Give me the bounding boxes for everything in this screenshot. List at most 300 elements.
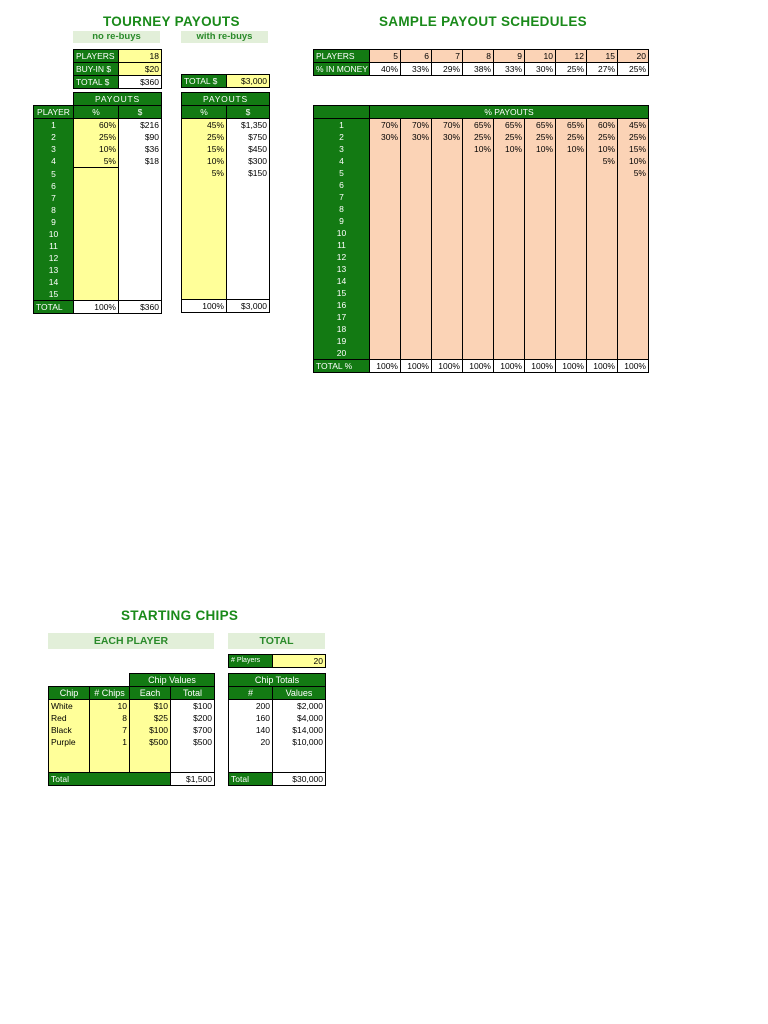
schedule-pct-cell[interactable] <box>370 191 401 203</box>
schedule-pct-cell[interactable]: 25% <box>587 131 618 143</box>
payout-player-cell: 14 <box>34 276 74 288</box>
schedule-pct-cell[interactable] <box>618 311 649 323</box>
schedule-pct-cell[interactable] <box>463 191 494 203</box>
payout-usd-cell <box>119 204 162 216</box>
total-row-label: TOTAL <box>34 301 74 314</box>
rebuy-pct-cell[interactable] <box>182 203 227 215</box>
schedule-place-cell: 18 <box>314 323 370 335</box>
schedule-pct-cell[interactable] <box>432 263 463 275</box>
rebuy-pct-cell[interactable] <box>182 287 227 300</box>
values-col-header: Values <box>273 687 326 700</box>
schedule-pct-cell[interactable] <box>432 215 463 227</box>
schedule-pct-cell[interactable] <box>432 287 463 299</box>
schedule-pct-cell[interactable] <box>494 311 525 323</box>
schedule-pct-cell[interactable] <box>401 167 432 179</box>
schedule-pct-cell[interactable] <box>525 239 556 251</box>
payout-player-cell: 1 <box>34 119 74 132</box>
payout-pct-cell[interactable] <box>74 216 119 228</box>
schedule-pct-cell[interactable] <box>556 311 587 323</box>
payout-row <box>34 119 162 132</box>
schedule-pct-cell[interactable] <box>432 275 463 287</box>
schedule-pct-cell[interactable] <box>432 203 463 215</box>
chip-each-cell[interactable]: $100 <box>130 724 171 736</box>
schedule-money-cell: 38% <box>463 63 494 76</box>
schedule-place-cell: 9 <box>314 215 370 227</box>
rebuy-total-label: TOTAL $ <box>182 75 227 88</box>
schedule-pct-cell[interactable] <box>618 251 649 263</box>
schedule-pct-cell[interactable] <box>494 155 525 167</box>
schedule-pct-cell[interactable] <box>556 323 587 335</box>
schedule-pct-cell[interactable] <box>556 203 587 215</box>
schedule-pct-cell[interactable] <box>587 167 618 179</box>
schedule-pct-cell[interactable] <box>401 191 432 203</box>
payout-row <box>34 131 162 143</box>
schedule-pct-cell[interactable] <box>556 251 587 263</box>
chip-count-cell[interactable]: 7 <box>90 724 130 736</box>
rebuy-usd-cell <box>227 227 270 239</box>
schedule-pct-cell[interactable] <box>401 203 432 215</box>
schedule-place-cell: 15 <box>314 287 370 299</box>
schedule-pct-cell[interactable] <box>587 323 618 335</box>
schedule-pct-cell[interactable]: 30% <box>401 131 432 143</box>
schedule-pct-cell[interactable] <box>432 227 463 239</box>
schedule-pct-cell[interactable] <box>463 347 494 360</box>
schedule-pct-cell[interactable] <box>401 335 432 347</box>
schedule-pct-cell[interactable] <box>525 347 556 360</box>
schedule-place-cell: 13 <box>314 263 370 275</box>
schedule-pct-cell[interactable] <box>556 215 587 227</box>
schedule-pct-cell[interactable] <box>494 299 525 311</box>
schedule-pct-cell[interactable]: 10% <box>463 143 494 155</box>
schedule-place-cell: 17 <box>314 311 370 323</box>
schedule-pct-cell[interactable] <box>432 155 463 167</box>
rebuy-usd-cell: $750 <box>227 131 270 143</box>
schedule-pct-cell[interactable] <box>401 263 432 275</box>
schedule-players-cell[interactable]: 7 <box>432 50 463 63</box>
num-players-input[interactable]: 20 <box>273 655 326 668</box>
schedule-pct-cell[interactable] <box>432 311 463 323</box>
payout-pct-cell[interactable] <box>74 252 119 264</box>
schedule-pct-cell[interactable] <box>370 311 401 323</box>
payout-pct-cell[interactable] <box>74 168 119 181</box>
rebuy-pct-cell[interactable]: 25% <box>182 131 227 143</box>
chip-each-cell[interactable] <box>130 748 171 760</box>
schedule-pct-cell[interactable] <box>494 263 525 275</box>
chip-count-cell[interactable]: 8 <box>90 712 130 724</box>
chip-each-cell[interactable]: $25 <box>130 712 171 724</box>
schedule-pct-cell[interactable] <box>401 311 432 323</box>
schedule-pct-cell[interactable] <box>525 335 556 347</box>
schedule-pct-cell[interactable] <box>556 227 587 239</box>
schedule-place-cell: 19 <box>314 335 370 347</box>
schedule-pct-cell[interactable] <box>525 299 556 311</box>
schedule-pct-cell[interactable] <box>587 215 618 227</box>
schedule-players-cell[interactable]: 15 <box>587 50 618 63</box>
schedule-pct-cell[interactable]: 70% <box>401 119 432 132</box>
schedule-pct-cell[interactable] <box>525 215 556 227</box>
schedule-players-cell[interactable]: 6 <box>401 50 432 63</box>
chip-count-cell[interactable]: 10 <box>90 700 130 713</box>
schedule-pct-cell[interactable]: 10% <box>587 143 618 155</box>
schedule-money-cell: 27% <box>587 63 618 76</box>
schedule-pct-cell[interactable]: 65% <box>556 119 587 132</box>
schedule-pct-cell[interactable] <box>463 275 494 287</box>
schedule-pct-cell[interactable] <box>463 179 494 191</box>
schedule-pct-cell[interactable] <box>494 167 525 179</box>
schedule-pct-cell[interactable] <box>401 215 432 227</box>
schedule-pct-cell[interactable] <box>525 179 556 191</box>
rebuy-pct-cell[interactable] <box>182 263 227 275</box>
schedule-pct-cell[interactable] <box>587 227 618 239</box>
rebuy-total-input[interactable]: $3,000 <box>227 75 270 88</box>
schedule-pct-cell[interactable]: 10% <box>494 143 525 155</box>
schedule-pct-cell[interactable] <box>432 167 463 179</box>
schedule-pct-cell[interactable]: 25% <box>556 131 587 143</box>
payout-pct-cell[interactable]: 10% <box>74 143 119 155</box>
schedule-pct-cell[interactable] <box>587 239 618 251</box>
payout-inputs-table <box>73 49 162 89</box>
schedule-pct-cell[interactable] <box>370 251 401 263</box>
schedule-pct-cell[interactable] <box>370 335 401 347</box>
schedule-pct-cell[interactable] <box>432 239 463 251</box>
chip-name-cell[interactable]: Purple <box>49 736 90 748</box>
schedule-pct-cell[interactable] <box>463 203 494 215</box>
payout-usd-cell: $36 <box>119 143 162 155</box>
players-label: PLAYERS <box>74 50 119 63</box>
schedule-players-cell[interactable]: 9 <box>494 50 525 63</box>
payout-pct-cell[interactable]: 60% <box>74 119 119 132</box>
schedule-pct-cell[interactable] <box>401 275 432 287</box>
players-input[interactable]: 18 <box>119 50 162 63</box>
payout-pct-cell[interactable] <box>74 228 119 240</box>
schedule-pct-cell[interactable] <box>587 347 618 360</box>
schedule-pct-cell[interactable] <box>618 299 649 311</box>
buyin-input[interactable]: $20 <box>119 63 162 76</box>
schedule-pct-cell[interactable] <box>463 251 494 263</box>
schedule-pct-cell[interactable] <box>494 335 525 347</box>
chip-row <box>49 700 215 713</box>
schedule-pct-cell[interactable]: 30% <box>370 131 401 143</box>
rebuy-payout-row <box>182 191 270 203</box>
schedule-pct-cell[interactable] <box>618 179 649 191</box>
rebuy-payout-row <box>182 203 270 215</box>
payout-pct-cell[interactable]: 25% <box>74 131 119 143</box>
schedule-pct-cell[interactable] <box>370 323 401 335</box>
schedule-pct-cell[interactable] <box>494 239 525 251</box>
schedule-pct-cell[interactable] <box>370 215 401 227</box>
schedule-pct-cell[interactable] <box>494 275 525 287</box>
schedule-pct-cell[interactable]: 15% <box>618 143 649 155</box>
payout-row <box>34 288 162 301</box>
rebuy-pct-cell[interactable] <box>182 179 227 191</box>
schedule-pct-cell[interactable] <box>556 275 587 287</box>
rebuy-pct-cell[interactable]: 10% <box>182 155 227 167</box>
schedule-pct-cell[interactable] <box>370 347 401 360</box>
payouts-section-label: PAYOUTS <box>74 93 162 106</box>
schedule-row <box>314 275 649 287</box>
schedule-pct-cell[interactable] <box>401 323 432 335</box>
schedule-pct-cell[interactable] <box>525 275 556 287</box>
schedule-pct-cell[interactable] <box>463 239 494 251</box>
schedule-pct-cell[interactable] <box>618 239 649 251</box>
schedule-pct-cell[interactable] <box>401 227 432 239</box>
schedule-pct-cell[interactable] <box>525 263 556 275</box>
chip-totals-row <box>229 736 326 748</box>
schedule-pct-cell[interactable] <box>556 299 587 311</box>
schedule-pct-cell[interactable] <box>494 203 525 215</box>
schedule-pct-cell[interactable] <box>556 179 587 191</box>
total-row-pct: 100% <box>74 301 119 314</box>
schedule-pct-cell[interactable] <box>370 299 401 311</box>
pct-payouts-label: % PAYOUTS <box>370 106 649 119</box>
schedule-pct-cell[interactable] <box>401 239 432 251</box>
schedule-place-cell: 5 <box>314 167 370 179</box>
schedule-pct-cell[interactable] <box>463 227 494 239</box>
schedule-pct-cell[interactable] <box>556 287 587 299</box>
schedule-players-cell[interactable]: 10 <box>525 50 556 63</box>
schedule-pct-cell[interactable] <box>494 347 525 360</box>
chip-count-cell[interactable]: 1 <box>90 736 130 748</box>
schedule-row <box>314 191 649 203</box>
schedule-pct-cell[interactable]: 5% <box>618 167 649 179</box>
chip-name-cell[interactable] <box>49 760 90 773</box>
schedule-pct-cell[interactable] <box>525 311 556 323</box>
schedule-pct-cell[interactable] <box>463 311 494 323</box>
schedule-pct-cell[interactable] <box>432 323 463 335</box>
rebuy-pct-cell[interactable]: 15% <box>182 143 227 155</box>
schedule-pct-cell[interactable] <box>587 275 618 287</box>
schedule-pct-cell[interactable] <box>556 335 587 347</box>
schedule-pct-cell[interactable] <box>432 191 463 203</box>
schedule-pct-cell[interactable]: 30% <box>432 131 463 143</box>
schedule-pct-cell[interactable] <box>463 263 494 275</box>
payout-pct-cell[interactable] <box>74 192 119 204</box>
rebuy-usd-cell <box>227 215 270 227</box>
schedule-pct-cell[interactable] <box>587 311 618 323</box>
schedule-pct-cell[interactable] <box>463 287 494 299</box>
schedule-pct-cell[interactable]: 25% <box>525 131 556 143</box>
schedule-pct-cell[interactable] <box>618 203 649 215</box>
chip-totals-row <box>229 724 326 736</box>
schedule-row <box>314 167 649 179</box>
chip-value-cell: $10,000 <box>273 736 326 748</box>
schedule-pct-cell[interactable] <box>494 323 525 335</box>
schedule-pct-cell[interactable] <box>432 179 463 191</box>
schedule-pct-cell[interactable] <box>494 191 525 203</box>
schedule-players-table <box>313 49 649 76</box>
chip-name-cell[interactable]: Black <box>49 724 90 736</box>
schedule-row <box>314 335 649 347</box>
rebuy-pct-cell[interactable] <box>182 239 227 251</box>
schedule-pct-cell[interactable] <box>525 155 556 167</box>
chip-name-cell[interactable]: White <box>49 700 90 713</box>
schedule-pct-cell[interactable] <box>494 287 525 299</box>
schedule-pct-cell[interactable] <box>587 203 618 215</box>
schedule-pct-cell[interactable] <box>370 275 401 287</box>
schedule-place-cell: 1 <box>314 119 370 132</box>
schedule-pct-cell[interactable] <box>556 191 587 203</box>
chip-each-cell[interactable]: $10 <box>130 700 171 713</box>
rebuy-payout-row <box>182 251 270 263</box>
schedule-pct-cell[interactable] <box>587 179 618 191</box>
schedule-pct-cell[interactable]: 5% <box>587 155 618 167</box>
schedule-pct-cell[interactable] <box>401 347 432 360</box>
schedule-pct-cell[interactable] <box>370 287 401 299</box>
schedule-pct-cell[interactable] <box>463 215 494 227</box>
schedule-pct-cell[interactable] <box>525 251 556 263</box>
schedule-pct-cell[interactable]: 10% <box>618 155 649 167</box>
schedule-pct-cell[interactable] <box>525 287 556 299</box>
schedule-pct-cell[interactable] <box>556 239 587 251</box>
schedule-pct-cell[interactable]: 25% <box>618 131 649 143</box>
schedule-pct-cell[interactable] <box>463 335 494 347</box>
schedule-pct-cell[interactable] <box>401 251 432 263</box>
schedule-pct-cell[interactable] <box>463 299 494 311</box>
schedule-pct-cell[interactable] <box>432 143 463 155</box>
schedule-pct-cell[interactable] <box>494 251 525 263</box>
schedule-pct-cell[interactable] <box>370 179 401 191</box>
payout-player-cell: 13 <box>34 264 74 276</box>
schedule-pct-cell[interactable] <box>587 263 618 275</box>
chip-name-cell[interactable] <box>49 748 90 760</box>
chip-totals-row <box>229 760 326 773</box>
schedule-pct-cell[interactable] <box>432 347 463 360</box>
schedule-pct-cell[interactable] <box>432 299 463 311</box>
rebuy-pct-cell[interactable]: 5% <box>182 167 227 179</box>
schedule-pct-cell[interactable] <box>401 287 432 299</box>
payout-pct-cell[interactable] <box>74 276 119 288</box>
schedule-pct-cell[interactable] <box>525 227 556 239</box>
schedule-pct-cell[interactable] <box>463 155 494 167</box>
schedule-payouts-table <box>313 105 649 373</box>
chip-count-cell[interactable] <box>90 748 130 760</box>
payout-pct-cell[interactable] <box>74 180 119 192</box>
payout-pct-cell[interactable] <box>74 264 119 276</box>
payout-row <box>34 252 162 264</box>
schedule-pct-cell[interactable]: 65% <box>494 119 525 132</box>
schedule-pct-cell[interactable] <box>463 323 494 335</box>
schedule-pct-cell[interactable] <box>401 299 432 311</box>
schedule-pct-cell[interactable] <box>370 167 401 179</box>
schedule-pct-cell[interactable] <box>556 263 587 275</box>
schedule-pct-cell[interactable] <box>556 167 587 179</box>
schedule-pct-cell[interactable] <box>370 227 401 239</box>
rebuy-pct-cell[interactable] <box>182 227 227 239</box>
chip-total-cell: $700 <box>171 724 215 736</box>
schedule-pct-cell[interactable] <box>370 239 401 251</box>
schedule-pct-cell[interactable]: 45% <box>618 119 649 132</box>
rebuy-pct-cell[interactable] <box>182 251 227 263</box>
schedule-pct-cell[interactable] <box>370 143 401 155</box>
rebuy-pct-cell[interactable] <box>182 191 227 203</box>
schedule-players-cell[interactable]: 5 <box>370 50 401 63</box>
schedule-row <box>314 227 649 239</box>
schedule-pct-cell[interactable] <box>525 191 556 203</box>
schedule-pct-cell[interactable] <box>587 251 618 263</box>
schedule-pct-cell[interactable] <box>618 335 649 347</box>
schedule-pct-cell[interactable]: 10% <box>525 143 556 155</box>
schedule-pct-cell[interactable] <box>618 323 649 335</box>
schedule-pct-cell[interactable] <box>370 203 401 215</box>
schedule-pct-cell[interactable] <box>432 251 463 263</box>
rebuy-usd-cell <box>227 287 270 300</box>
schedule-pct-cell[interactable] <box>587 335 618 347</box>
schedule-pct-cell[interactable] <box>618 347 649 360</box>
schedule-pct-cell[interactable] <box>463 167 494 179</box>
schedule-pct-cell[interactable] <box>494 179 525 191</box>
schedule-pct-cell[interactable] <box>618 263 649 275</box>
schedule-pct-cell[interactable]: 60% <box>587 119 618 132</box>
schedule-pct-cell[interactable] <box>494 227 525 239</box>
schedule-pct-cell[interactable] <box>587 299 618 311</box>
schedule-players-cell[interactable]: 8 <box>463 50 494 63</box>
rebuy-pct-col-header: % <box>182 106 227 119</box>
schedule-pct-cell[interactable] <box>525 203 556 215</box>
schedule-pct-cell[interactable] <box>401 155 432 167</box>
payout-pct-cell[interactable] <box>74 204 119 216</box>
schedule-place-cell: 11 <box>314 239 370 251</box>
schedule-pct-cell[interactable]: 25% <box>494 131 525 143</box>
schedule-total-cell: 100% <box>401 360 432 373</box>
schedule-pct-cell[interactable] <box>618 275 649 287</box>
chip-each-cell[interactable] <box>130 760 171 773</box>
schedule-place-cell: 8 <box>314 203 370 215</box>
schedule-pct-cell[interactable]: 25% <box>463 131 494 143</box>
schedule-pct-cell[interactable] <box>525 167 556 179</box>
schedule-pct-cell[interactable] <box>556 155 587 167</box>
schedule-pct-cell[interactable] <box>556 347 587 360</box>
schedule-pct-cell[interactable]: 65% <box>525 119 556 132</box>
rebuy-payout-row <box>182 167 270 179</box>
payout-pct-cell[interactable] <box>74 288 119 301</box>
schedule-pct-cell[interactable] <box>401 143 432 155</box>
schedule-pct-cell[interactable] <box>370 263 401 275</box>
chip-name-cell[interactable]: Red <box>49 712 90 724</box>
schedule-pct-cell[interactable] <box>618 227 649 239</box>
chip-count-cell[interactable] <box>90 760 130 773</box>
schedule-pct-cell[interactable] <box>525 323 556 335</box>
schedule-pct-cell[interactable]: 70% <box>432 119 463 132</box>
schedule-place-cell: 2 <box>314 131 370 143</box>
chips-total2-row-label: Total <box>229 773 273 786</box>
rebuy-pct-cell[interactable] <box>182 275 227 287</box>
schedule-pct-cell[interactable] <box>618 191 649 203</box>
schedule-pct-cell[interactable] <box>618 215 649 227</box>
schedule-pct-cell[interactable] <box>587 287 618 299</box>
schedule-pct-cell[interactable] <box>401 179 432 191</box>
payout-pct-cell[interactable] <box>74 240 119 252</box>
schedule-pct-cell[interactable] <box>494 215 525 227</box>
payout-pct-cell[interactable]: 5% <box>74 155 119 168</box>
schedule-pct-cell[interactable]: 10% <box>556 143 587 155</box>
schedule-pct-cell[interactable] <box>618 287 649 299</box>
chip-totals-row <box>229 712 326 724</box>
schedule-pct-cell[interactable]: 70% <box>370 119 401 132</box>
schedule-pct-cell[interactable]: 65% <box>463 119 494 132</box>
total-col-header: Total <box>171 687 215 700</box>
schedule-pct-cell[interactable] <box>370 155 401 167</box>
rebuy-usd-cell <box>227 179 270 191</box>
schedule-total-cell: 100% <box>370 360 401 373</box>
schedule-pct-cell[interactable] <box>587 191 618 203</box>
schedule-players-cell[interactable]: 12 <box>556 50 587 63</box>
payout-player-cell: 10 <box>34 228 74 240</box>
schedule-players-cell[interactable]: 20 <box>618 50 649 63</box>
schedule-pct-cell[interactable] <box>432 335 463 347</box>
chip-each-cell[interactable]: $500 <box>130 736 171 748</box>
rebuy-pct-cell[interactable]: 45% <box>182 119 227 132</box>
rebuy-pct-cell[interactable] <box>182 215 227 227</box>
